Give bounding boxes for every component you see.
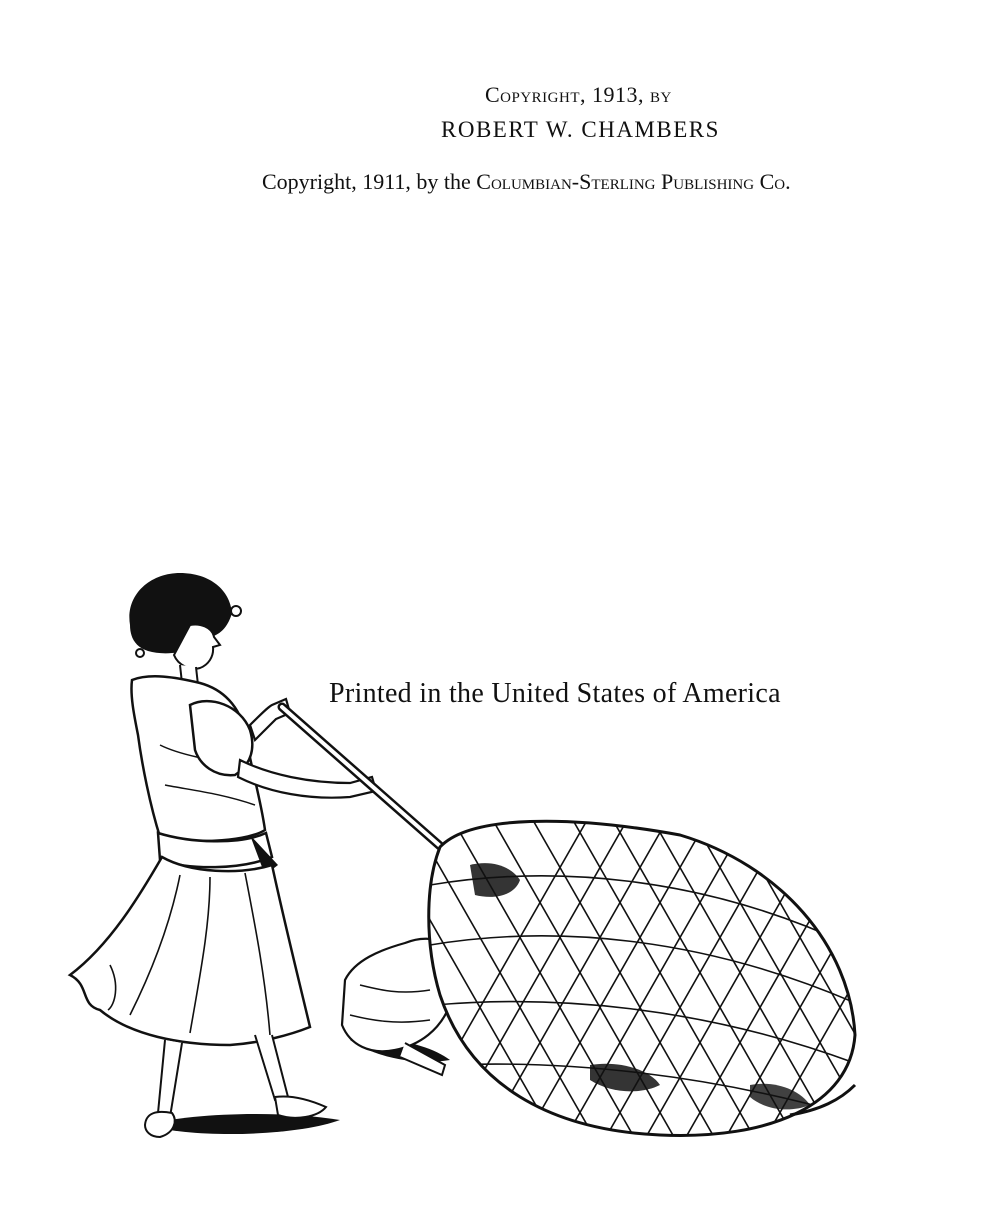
copyright-1913-line: Copyright, 1913, by xyxy=(485,82,672,107)
copyright-1911-line xyxy=(262,171,791,193)
woman-with-net-over-man-illustration-icon xyxy=(50,565,860,1165)
printed-in-line: Printed in the United States of America xyxy=(329,678,781,709)
author-name: ROBERT W. CHAMBERS xyxy=(441,117,720,142)
publisher-name: Columbian-Sterling Publishing Co. xyxy=(476,169,791,194)
copyright-1911-lead: Copyright, 1911, by the xyxy=(262,169,477,194)
